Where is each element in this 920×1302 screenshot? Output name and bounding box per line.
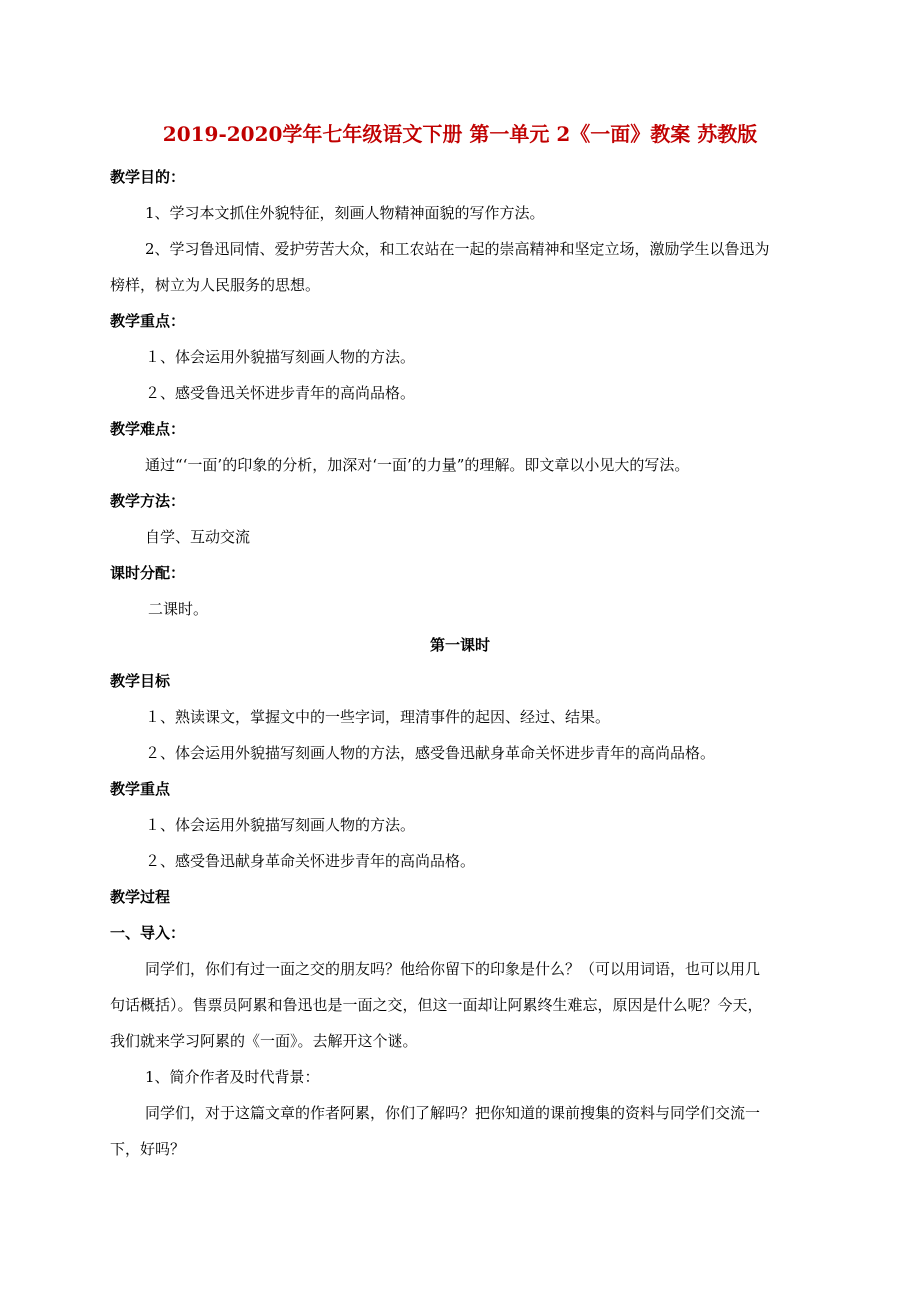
lesson-one-goals-heading: 教学目标 <box>110 672 171 690</box>
difficulty-text: 通过“‘一面’的印象的分析，加深对‘一面’的力量”的理解。即文章以小见大的写法。 <box>145 456 690 474</box>
document-title: 2019-2020学年七年级语文下册 第一单元 2《一面》教案 苏教版 <box>162 122 758 146</box>
lesson-one-key-2: ２、感受鲁迅献身革命关怀进步青年的高尚品格。 <box>145 852 476 870</box>
lesson-one-key-heading: 教学重点 <box>110 780 171 798</box>
intro-heading: 一、导入： <box>110 924 186 942</box>
author-paragraph-line-1: 同学们，对于这篇文章的作者阿累，你们了解吗？把你知道的课前搜集的资料与同学们交流一 <box>145 1104 761 1122</box>
goal-item-2-line-2: 榜样，树立为人民服务的思想。 <box>110 276 321 294</box>
intro-paragraph-line-1: 同学们，你们有过一面之交的朋友吗？他给你留下的印象是什么？（可以用词语，也可以用几 <box>145 960 761 978</box>
intro-paragraph-line-3: 我们就来学习阿累的《一面》。去解开这个谜。 <box>110 1032 418 1050</box>
goal-item-2-line-1: 2、学习鲁迅同情、爱护劳苦大众，和工农站在一起的崇高精神和坚定立场，激励学生以鲁迅为 <box>145 240 770 258</box>
method-heading: 教学方法： <box>110 492 186 510</box>
difficulty-heading: 教学难点： <box>110 420 186 438</box>
lesson-one-goal-1: １、熟读课文，掌握文中的一些字词，理清事件的起因、经过、结果。 <box>145 708 611 726</box>
key-point-2: ２、感受鲁迅关怀进步青年的高尚品格。 <box>145 384 416 402</box>
process-heading: 教学过程 <box>110 888 171 906</box>
key-point-1: １、体会运用外貌描写刻画人物的方法。 <box>145 348 416 366</box>
goal-item-1: 1、学习本文抓住外貌特征，刻画人物精神面貌的写作方法。 <box>145 204 545 222</box>
goals-heading: 教学目的： <box>110 168 186 186</box>
author-background-heading: 1、简介作者及时代背景： <box>145 1068 320 1086</box>
time-allocation-heading: 课时分配： <box>110 564 186 582</box>
lesson-one-goal-2: ２、体会运用外貌描写刻画人物的方法，感受鲁迅献身革命关怀进步青年的高尚品格。 <box>145 744 716 762</box>
author-paragraph-line-2: 下，好吗？ <box>110 1140 186 1158</box>
intro-paragraph-line-2: 句话概括）。售票员阿累和鲁迅也是一面之交，但这一面却让阿累终生难忘，原因是什么呢？今天， <box>110 996 763 1014</box>
key-points-heading: 教学重点： <box>110 312 186 330</box>
method-text: 自学、互动交流 <box>145 528 251 546</box>
lesson-one-heading: 第一课时 <box>429 636 490 654</box>
time-allocation-text: 二课时。 <box>148 600 209 618</box>
lesson-one-key-1: １、体会运用外貌描写刻画人物的方法。 <box>145 816 416 834</box>
